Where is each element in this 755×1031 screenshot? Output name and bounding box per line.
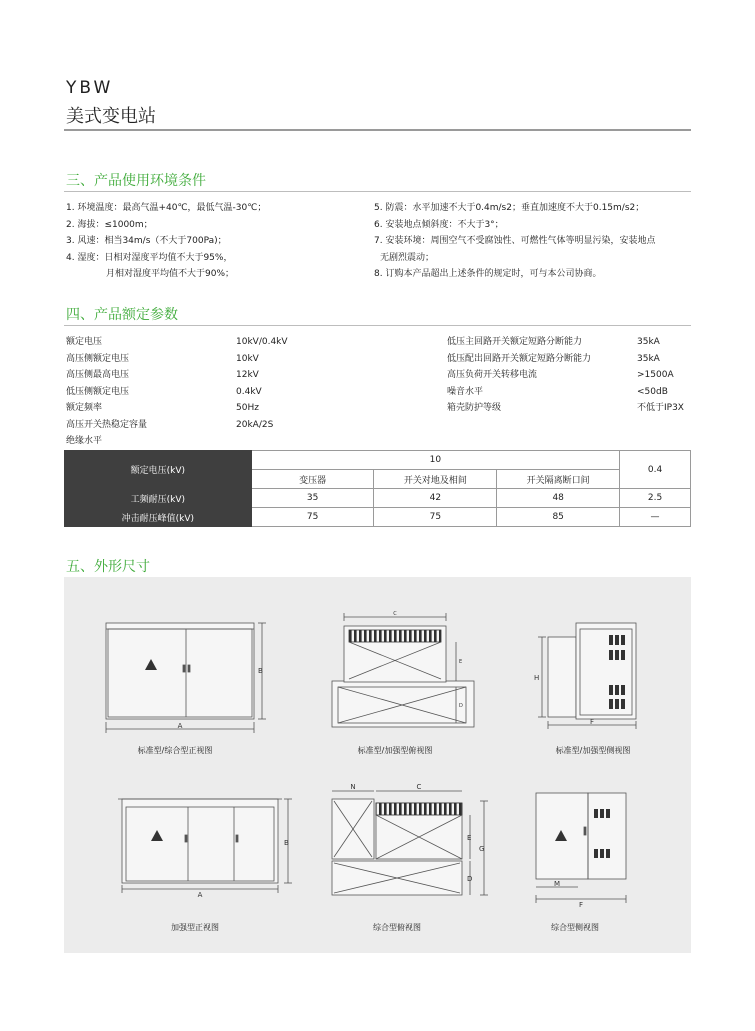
caption-top-standard: 标准型/加强型俯视图 bbox=[357, 746, 433, 755]
spec-row: 高压侧最高电压 12kV bbox=[66, 370, 259, 380]
condition-item: 无剧烈震动； bbox=[380, 252, 435, 263]
dim-label: H bbox=[534, 674, 540, 682]
dim-label: A bbox=[177, 722, 183, 730]
conditions-left bbox=[66, 200, 266, 283]
section4-title: 四、产品额定参数 bbox=[66, 307, 178, 323]
specs-left bbox=[66, 334, 306, 450]
condition-item: 3. 风速：相当34m/s（不大于700Pa)； bbox=[66, 236, 227, 246]
dim-label: E bbox=[467, 834, 472, 842]
spec-row: 低压主回路开关额定短路分断能力 35kA bbox=[447, 337, 660, 347]
top-view-comprehensive bbox=[332, 791, 488, 895]
condition-item: 1. 环境温度：最高气温+40℃，最低气温-30℃； bbox=[66, 203, 267, 213]
spec-row: 高压侧额定电压 10kV bbox=[66, 353, 259, 364]
spec-row: 额定电压 10kV/0.4kV bbox=[66, 337, 288, 347]
dim-label: D bbox=[459, 703, 463, 709]
section3-divider bbox=[64, 191, 691, 192]
dim-label: F bbox=[578, 901, 584, 909]
condition-item: 7. 安装环境：周围空气不受腐蚀性、可燃性气体等明显污染，安装地点 bbox=[374, 236, 656, 246]
brand-title: YBW bbox=[66, 78, 114, 98]
table-cell: 42 bbox=[374, 489, 497, 508]
table-cell: 35 bbox=[251, 489, 374, 508]
specs-right bbox=[447, 334, 691, 417]
dim-label: A bbox=[197, 891, 203, 899]
condition-item: 8. 订购本产品超出上述条件的规定时，可与本公司协商。 bbox=[374, 269, 602, 279]
table-header-rated-voltage: 额定电压(kV) bbox=[65, 451, 252, 489]
table-row-label: 工频耐压(kV) bbox=[65, 489, 252, 508]
dim-label: B bbox=[258, 667, 263, 675]
top-view-standard bbox=[332, 613, 474, 727]
table-header-10kv: 10 bbox=[251, 451, 619, 470]
front-view-standard bbox=[106, 623, 266, 733]
section5-title: 五、外形尺寸 bbox=[66, 559, 150, 575]
dim-label: D bbox=[467, 875, 473, 883]
header-divider bbox=[64, 129, 691, 131]
table-subheader: 开关对地及相间 bbox=[374, 470, 497, 489]
spec-row: 低压侧额定电压 0.4kV bbox=[66, 386, 262, 397]
dim-label: G bbox=[479, 845, 485, 853]
dim-label: C bbox=[393, 611, 397, 617]
table-row bbox=[65, 489, 691, 508]
spec-row: 额定频率 50Hz bbox=[66, 403, 259, 413]
spec-row: 箱壳防护等级 不低于IP3X bbox=[447, 403, 684, 413]
table-cell: 75 bbox=[374, 508, 497, 527]
condition-item: 2. 海拔：≤1000m； bbox=[66, 219, 153, 230]
table-cell: 48 bbox=[497, 489, 620, 508]
table-subheader: 开关隔离断口间 bbox=[497, 470, 620, 489]
caption-top-comprehensive: 综合型俯视图 bbox=[373, 923, 421, 932]
condition-item: 4. 湿度：日相对湿度平均值不大于95%， bbox=[66, 252, 233, 263]
section3-title: 三、产品使用环境条件 bbox=[66, 173, 206, 189]
table-cell: 2.5 bbox=[620, 489, 691, 508]
caption-side-comprehensive: 综合型侧视图 bbox=[551, 923, 599, 932]
dim-label: C bbox=[416, 783, 422, 791]
side-view-comprehensive bbox=[536, 793, 626, 903]
dim-label: F bbox=[589, 718, 595, 726]
insulation-table bbox=[64, 450, 691, 527]
condition-item: 月相对湿度平均值不大于90%； bbox=[106, 269, 235, 279]
spec-row: 噪音水平 <50dB bbox=[447, 386, 668, 397]
dim-label: N bbox=[350, 783, 356, 791]
caption-front-standard: 标准型/综合型正视图 bbox=[137, 746, 213, 755]
table-row bbox=[65, 508, 691, 527]
spec-row: 高压开关热稳定容量 20kA/2S bbox=[66, 419, 274, 430]
condition-item: 6. 安装地点倾斜度：不大于3°； bbox=[374, 219, 504, 230]
spec-row: 低压配出回路开关额定短路分断能力 35kA bbox=[447, 353, 660, 364]
table-subheader: 变压器 bbox=[251, 470, 374, 489]
table-header-04kv: 0.4 bbox=[620, 451, 691, 489]
product-subtitle: 美式变电站 bbox=[66, 106, 156, 127]
insulation-label: 绝缘水平 bbox=[66, 436, 103, 446]
table-cell: 85 bbox=[497, 508, 620, 527]
caption-side-standard: 标准型/加强型侧视图 bbox=[555, 746, 631, 755]
section4-divider bbox=[64, 325, 691, 326]
dimension-drawings-panel bbox=[64, 577, 691, 953]
spec-row: 高压负荷开关转移电流 >1500A bbox=[447, 370, 674, 380]
dimension-drawings bbox=[64, 577, 691, 953]
dim-label: M bbox=[553, 880, 561, 888]
table-cell: — bbox=[620, 508, 691, 527]
dim-label: B bbox=[284, 839, 289, 847]
table-cell: 75 bbox=[251, 508, 374, 527]
condition-item: 5. 防震：水平加速不大于0.4m/s2；垂直加速度不大于0.15m/s2； bbox=[374, 203, 645, 213]
dim-label: E bbox=[459, 659, 463, 665]
side-view-standard bbox=[538, 623, 636, 729]
table-row-label: 冲击耐压峰值(kV) bbox=[65, 508, 252, 527]
conditions-right bbox=[374, 200, 655, 283]
front-view-enhanced bbox=[118, 799, 292, 893]
caption-front-enhanced: 加强型正视图 bbox=[171, 923, 219, 932]
